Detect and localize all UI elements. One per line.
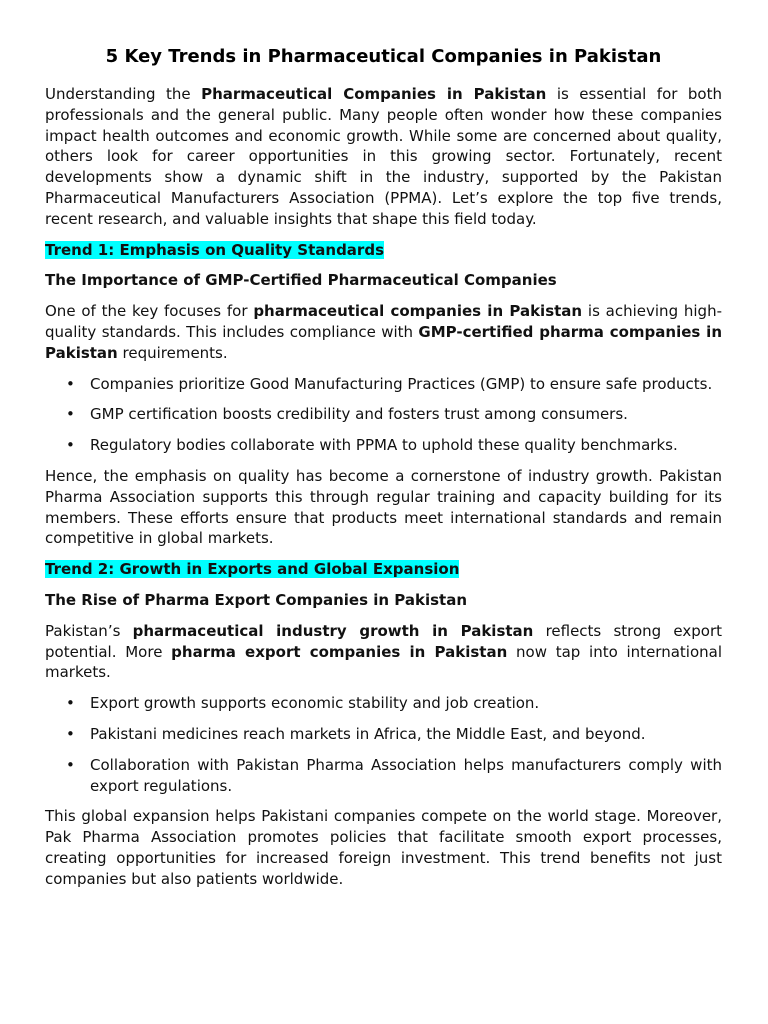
list-item: • Regulatory bodies collaborate with PPMA to uphold these quality benchmarks. bbox=[90, 435, 722, 456]
trend-2-subheading: The Rise of Pharma Export Companies in Pakistan bbox=[45, 590, 468, 609]
trend-1-p1-text-3: requirements. bbox=[117, 343, 228, 362]
trend-2-p1-bold-1: pharmaceutical industry growth in Pakistan bbox=[132, 621, 534, 640]
trend-1-p1-text-1: One of the key focuses for bbox=[45, 302, 254, 321]
trend-2-p1-text-3: now tap into international markets. bbox=[45, 642, 722, 682]
trend-1-p1-bold-2: GMP-certified pharma companies in Pakistan bbox=[45, 322, 722, 362]
list-item: • GMP certification boosts credibility and fosters trust among consumers. bbox=[90, 404, 722, 425]
trend-2-p1-text-2: reflects strong export potential. More bbox=[45, 621, 722, 661]
trend-1-heading bbox=[45, 240, 722, 261]
trend-2-bullet-list bbox=[45, 693, 722, 796]
trend-1-subheading: The Importance of GMP-Certified Pharmaceutical Companies bbox=[45, 271, 557, 290]
trend-2-heading-highlight: Trend 2: Growth in Exports and Global Expansion bbox=[45, 560, 460, 579]
document-page bbox=[45, 44, 722, 900]
list-item: • Companies prioritize Good Manufacturing Practices (GMP) to ensure safe products. bbox=[90, 374, 722, 395]
trend-1-paragraph-1 bbox=[45, 301, 722, 363]
trend-2-p1-text-1: Pakistan’s bbox=[45, 621, 133, 640]
list-item: • Export growth supports economic stability and job creation. bbox=[90, 693, 722, 714]
trend-1-p1-text-2: is achieving high-quality standards. This includes compliance with bbox=[45, 302, 722, 341]
trend-2-paragraph-1 bbox=[45, 621, 722, 683]
list-item: • Pakistani medicines reach markets in Africa, the Middle East, and beyond. bbox=[90, 724, 722, 745]
intro-paragraph bbox=[45, 84, 722, 230]
list-item: • Collaboration with Pakistan Pharma Association helps manufacturers comply with export regulations. bbox=[90, 755, 722, 797]
intro-text-1: Understanding the bbox=[45, 85, 202, 103]
trend-1-bullet-list bbox=[45, 374, 722, 456]
document-title: 5 Key Trends in Pharmaceutical Companies in Pakistan bbox=[105, 46, 662, 67]
intro-bold-1: Pharmaceutical Companies in Pakistan bbox=[201, 85, 547, 103]
trend-1-heading-highlight: Trend 1: Emphasis on Quality Standards bbox=[45, 240, 384, 259]
trend-1-p1-bold-1: pharmaceutical companies in Pakistan bbox=[253, 302, 583, 321]
trend-2-heading bbox=[45, 559, 722, 580]
trend-2-paragraph-2: This global expansion helps Pakistani companies compete on the world stage. Moreover, Pak Pharma Association promotes policies that facilitate smooth export processes, creating opportunities for increased foreign investment. This trend benefits not just companies but also patients worldwide. bbox=[45, 807, 722, 888]
intro-text-2: is essential for both professionals and the general public. Many people often wonder how these companies impact health outcomes and economic growth. While some are concerned about quality, others look for career opportunities in this growing sector. Fortunately, recent developments show a dynamic shift in the industry, supported by the Pakistan Pharmaceutical Manufacturers Association (PPMA). Let’s explore the top five trends, recent research, and valuable insights that shape this field today. bbox=[45, 85, 722, 228]
trend-2-p1-bold-2: pharma export companies in Pakistan bbox=[171, 642, 508, 661]
trend-1-paragraph-2: Hence, the emphasis on quality has become a cornerstone of industry growth. Pakistan Pharma Association supports this through regular training and capacity building for its members. These efforts ensure that products meet international standards and remain competitive in global markets. bbox=[45, 466, 722, 548]
